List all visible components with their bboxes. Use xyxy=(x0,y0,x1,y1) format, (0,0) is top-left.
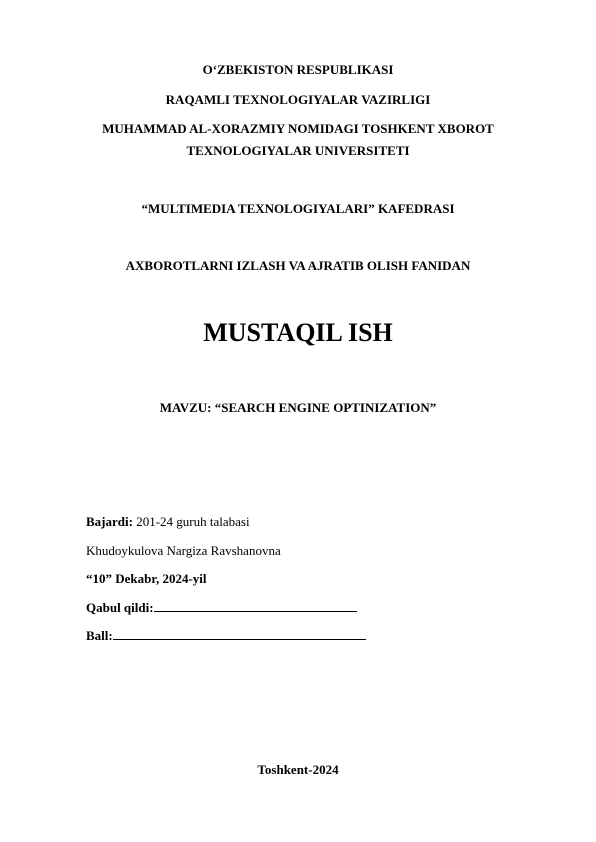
done-by-line xyxy=(86,514,250,530)
student-name: Khudoykulova Nargiza Ravshanovna xyxy=(86,543,281,558)
city-year-footer: Toshkent-2024 xyxy=(257,762,339,777)
done-by-label: Bajardi: xyxy=(86,514,133,529)
score-blank xyxy=(113,627,366,640)
republic-heading: O‘ZBEKISTON RESPUBLIKASI xyxy=(202,62,394,77)
university-heading-line1: MUHAMMAD AL-XORAZMIY NOMIDAGI TOSHKENT XBOROT xyxy=(102,121,494,136)
accepted-label: Qabul qildi: xyxy=(86,600,154,615)
score-label: Ball: xyxy=(86,628,113,643)
page-title: MUSTAQIL ISH xyxy=(203,318,393,347)
topic-heading: MAVZU: “SEARCH ENGINE OPTINIZATION” xyxy=(159,400,437,415)
department-heading: “MULTIMEDIA TEXNOLOGIYALARI” KAFEDRASI xyxy=(141,201,455,216)
university-heading-line2: TEXNOLOGIYALAR UNIVERSITETI xyxy=(186,143,410,158)
score-line xyxy=(86,627,366,644)
ministry-heading: RAQAMLI TEXNOLOGIYALAR VAZIRLIGI xyxy=(165,92,431,107)
date-line: “10” Dekabr, 2024-yil xyxy=(86,571,207,586)
done-by-value: 201-24 guruh talabasi xyxy=(132,514,250,529)
accepted-blank xyxy=(154,599,357,612)
accepted-line xyxy=(86,599,357,616)
subject-heading: AXBOROTLARNI IZLASH VA AJRATIB OLISH FANIDAN xyxy=(125,258,471,273)
